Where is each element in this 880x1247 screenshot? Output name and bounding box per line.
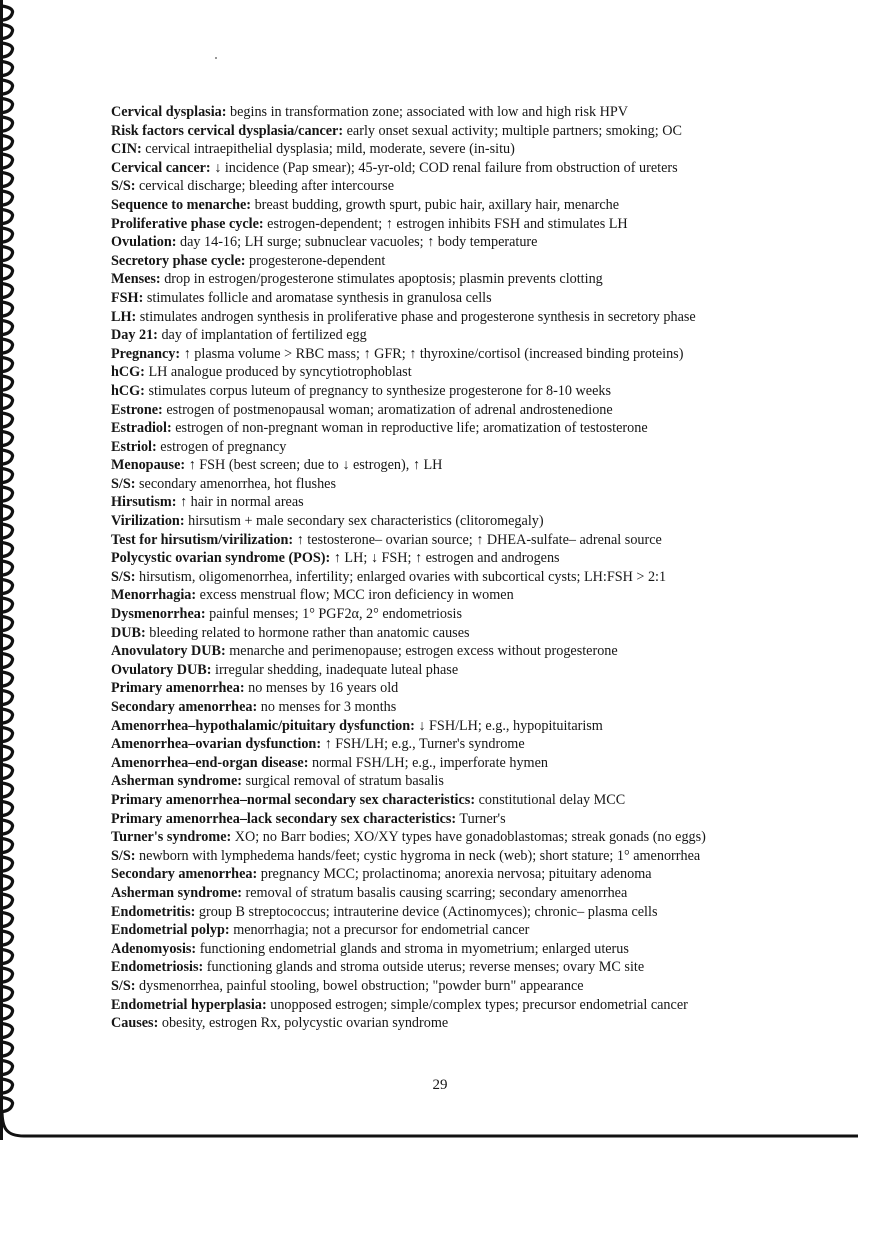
note-term: S/S: [111, 977, 136, 994]
note-line [111, 698, 811, 717]
note-text: obesity, estrogen Rx, polycystic ovarian syndrome [158, 1015, 449, 1032]
note-term: Anovulatory DUB: [111, 643, 226, 660]
note-term: Menopause: [111, 457, 186, 474]
note-line [111, 735, 811, 754]
note-term: hCG: [111, 382, 145, 399]
note-term: Asherman syndrome: [111, 773, 242, 790]
note-text: ↑ testosterone– ovarian source; ↑ DHEA-sulfate– adrenal source [293, 531, 662, 548]
note-text: breast budding, growth spurt, pubic hair, axillary hair, menarche [251, 196, 620, 213]
note-text: early onset sexual activity; multiple partners; smoking; OC [343, 122, 682, 139]
note-line [111, 903, 811, 922]
note-term: Hirsutism: [111, 494, 177, 511]
note-term: S/S: [111, 178, 136, 195]
note-term: FSH: [111, 289, 144, 306]
note-term: Cervical cancer: [111, 159, 211, 176]
note-term: Endometritis: [111, 903, 196, 920]
note-text: secondary amenorrhea, hot flushes [135, 475, 336, 492]
note-term: Day 21: [111, 327, 158, 344]
note-term: Test for hirsutism/virilization: [111, 531, 294, 548]
note-text: XO; no Barr bodies; XO/XY types have gonadoblastomas; streak gonads (no eggs) [231, 829, 706, 846]
note-line [111, 828, 811, 847]
note-term: Secondary amenorrhea: [111, 699, 258, 715]
note-text: no menses for 3 months [257, 699, 397, 715]
note-line [111, 1014, 811, 1033]
note-line [111, 772, 811, 791]
note-term: Causes: [111, 1015, 159, 1032]
note-text: LH analogue produced by syncytiotrophoblast [144, 364, 412, 381]
note-line [111, 289, 811, 308]
note-line [111, 215, 811, 234]
note-text: menorrhagia; not a precursor for endometrial cancer [229, 922, 530, 939]
note-term: Sequence to menarche: [111, 196, 252, 213]
note-text: ↓ FSH/LH; e.g., hypopituitarism [414, 717, 603, 734]
note-text: functioning glands and stroma outside uterus; reverse menses; ovary MC site [203, 959, 645, 976]
note-line [111, 605, 811, 624]
note-term: Estriol: [111, 438, 157, 455]
note-term: Asherman syndrome: [111, 884, 242, 901]
note-text: stimulates corpus luteum of pregnancy to synthesize progesterone for 8-10 weeks [144, 382, 611, 399]
note-line [111, 308, 811, 327]
note-term: Estradiol: [111, 420, 172, 437]
spiral-binding [0, 0, 24, 1140]
note-text: pregnancy MCC; prolactinoma; anorexia nervosa; pituitary adenoma [257, 866, 652, 883]
note-text: unopposed estrogen; simple/complex types; precursor endometrial cancer [266, 996, 688, 1013]
note-line [111, 233, 811, 252]
note-term: Cervical dysplasia: [111, 104, 227, 120]
note-text: ↑ FSH/LH; e.g., Turner's syndrome [321, 736, 525, 753]
note-term: Risk factors cervical dysplasia/cancer: [111, 122, 344, 139]
note-term: hCG: [111, 364, 145, 381]
note-text: surgical removal of stratum basalis [241, 773, 444, 790]
note-text: estrogen of pregnancy [156, 438, 287, 455]
note-line [111, 940, 811, 959]
note-text: excess menstrual flow; MCC iron deficiency in women [196, 587, 514, 604]
note-text: group B streptococcus; intrauterine device (Actinomyces); chronic– plasma cells [195, 903, 658, 920]
note-text: cervical discharge; bleeding after intercourse [135, 178, 394, 195]
note-line [111, 382, 811, 401]
note-term: Secondary amenorrhea: [111, 866, 258, 883]
note-term: CIN: [111, 141, 142, 158]
note-line [111, 810, 811, 829]
note-term: Secretory phase cycle: [111, 252, 246, 269]
note-line [111, 624, 811, 643]
note-term: Amenorrhea–ovarian dysfunction: [111, 736, 322, 753]
note-line [111, 122, 811, 141]
note-term: Polycystic ovarian syndrome (POS): [111, 550, 331, 567]
speck [215, 57, 217, 59]
note-line [111, 512, 811, 531]
note-term: Primary amenorrhea–normal secondary sex characteristics: [111, 791, 476, 808]
note-term: Amenorrhea–end-organ disease: [111, 754, 309, 771]
note-term: Proliferative phase cycle: [111, 215, 264, 232]
note-text: ↑ plasma volume > RBC mass; ↑ GFR; ↑ thyroxine/cortisol (increased binding proteins) [180, 345, 684, 362]
note-line [111, 586, 811, 605]
note-text: stimulates androgen synthesis in proliferative phase and progesterone synthesis in secretory phase [136, 308, 696, 325]
note-term: Primary amenorrhea: [111, 680, 245, 697]
note-line [111, 438, 811, 457]
note-text: constitutional delay MCC [475, 791, 626, 808]
note-term: Menorrhagia: [111, 587, 197, 604]
note-term: Menses: [111, 271, 161, 288]
notes-list [111, 103, 811, 1033]
note-term: Endometrial hyperplasia: [111, 996, 267, 1013]
note-line [111, 159, 811, 178]
note-line [111, 270, 811, 289]
note-line [111, 363, 811, 382]
note-line [111, 661, 811, 680]
note-text: removal of stratum basalis causing scarring; secondary amenorrhea [241, 884, 628, 901]
note-line [111, 103, 811, 122]
note-term: Dysmenorrhea: [111, 606, 206, 623]
note-line [111, 177, 811, 196]
note-term: Pregnancy: [111, 345, 181, 362]
note-line [111, 326, 811, 345]
note-text: irregular shedding, inadequate luteal phase [211, 661, 459, 678]
note-text: bleeding related to hormone rather than anatomic causes [145, 624, 470, 641]
note-text: hirsutism, oligomenorrhea, infertility; enlarged ovaries with subcortical cysts; LH:FSH > 2:1 [135, 568, 667, 585]
note-term: S/S: [111, 568, 136, 585]
note-line [111, 865, 811, 884]
note-line [111, 958, 811, 977]
note-line [111, 884, 811, 903]
page-edge-curve [0, 1110, 860, 1150]
note-line [111, 549, 811, 568]
note-term: Adenomyosis: [111, 940, 197, 957]
note-line [111, 140, 811, 159]
note-text: begins in transformation zone; associated with low and high risk HPV [226, 104, 628, 120]
note-text: no menses by 16 years old [244, 680, 399, 697]
note-text: cervical intraepithelial dysplasia; mild, moderate, severe (in-situ) [141, 141, 515, 158]
note-term: DUB: [111, 624, 146, 641]
note-text: newborn with lymphedema hands/feet; cystic hygroma in neck (web); short stature; 1° amenorrhea [135, 847, 701, 864]
note-text: functioning endometrial glands and stroma in myometrium; enlarged uterus [196, 940, 629, 957]
note-term: Ovulatory DUB: [111, 661, 212, 678]
note-text: estrogen-dependent; ↑ estrogen inhibits FSH and stimulates LH [263, 215, 628, 232]
note-text: ↑ FSH (best screen; due to ↓ estrogen), ↑ LH [185, 457, 443, 474]
note-line [111, 996, 811, 1015]
note-text: ↓ incidence (Pap smear); 45-yr-old; COD renal failure from obstruction of ureters [210, 159, 678, 176]
note-text: day of implantation of fertilized egg [157, 327, 367, 344]
note-text: ↑ hair in normal areas [176, 494, 304, 511]
note-line [111, 475, 811, 494]
note-text: painful menses; 1° PGF2α, 2° endometriosis [205, 606, 462, 623]
note-term: Turner's syndrome: [111, 829, 232, 846]
note-line [111, 847, 811, 866]
note-text: hirsutism + male secondary sex characteristics (clitoromegaly) [184, 513, 544, 530]
note-line [111, 754, 811, 773]
note-text: Turner's [456, 810, 506, 827]
note-term: S/S: [111, 847, 136, 864]
note-term: Virilization: [111, 513, 185, 530]
note-line [111, 921, 811, 940]
note-term: LH: [111, 308, 137, 325]
note-text: stimulates follicle and aromatase synthesis in granulosa cells [143, 289, 492, 306]
note-term: Estrone: [111, 401, 163, 418]
page-number: 29 [432, 1077, 448, 1093]
note-text: day 14-16; LH surge; subnuclear vacuoles; ↑ body temperature [176, 234, 538, 251]
note-line [111, 419, 811, 438]
note-line [111, 252, 811, 271]
note-term: Endometriosis: [111, 959, 204, 976]
note-line [111, 196, 811, 215]
note-line [111, 456, 811, 475]
note-text: progesterone-dependent [245, 252, 386, 269]
note-line [111, 493, 811, 512]
note-line [111, 531, 811, 550]
note-line [111, 401, 811, 420]
note-term: Amenorrhea–hypothalamic/pituitary dysfunction: [111, 717, 415, 734]
note-term: Primary amenorrhea–lack secondary sex characteristics: [111, 810, 457, 827]
note-text: estrogen of postmenopausal woman; aromatization of adrenal androstenedione [162, 401, 613, 418]
note-term: Ovulation: [111, 234, 177, 251]
note-text: menarche and perimenopause; estrogen excess without progesterone [225, 643, 618, 660]
note-line [111, 568, 811, 587]
note-text: estrogen of non-pregnant woman in reproductive life; aromatization of testosterone [171, 420, 648, 437]
note-line [111, 977, 811, 996]
note-term: Endometrial polyp: [111, 922, 230, 939]
note-text: drop in estrogen/progesterone stimulates apoptosis; plasmin prevents clotting [160, 271, 603, 288]
note-line [111, 791, 811, 810]
note-line [111, 717, 811, 736]
note-text: dysmenorrhea, painful stooling, bowel obstruction; "powder burn" appearance [135, 977, 584, 994]
note-line [111, 679, 811, 698]
note-text: normal FSH/LH; e.g., imperforate hymen [308, 754, 548, 771]
note-line [111, 345, 811, 364]
note-term: S/S: [111, 475, 136, 492]
note-text: ↑ LH; ↓ FSH; ↑ estrogen and androgens [330, 550, 560, 567]
note-line [111, 642, 811, 661]
